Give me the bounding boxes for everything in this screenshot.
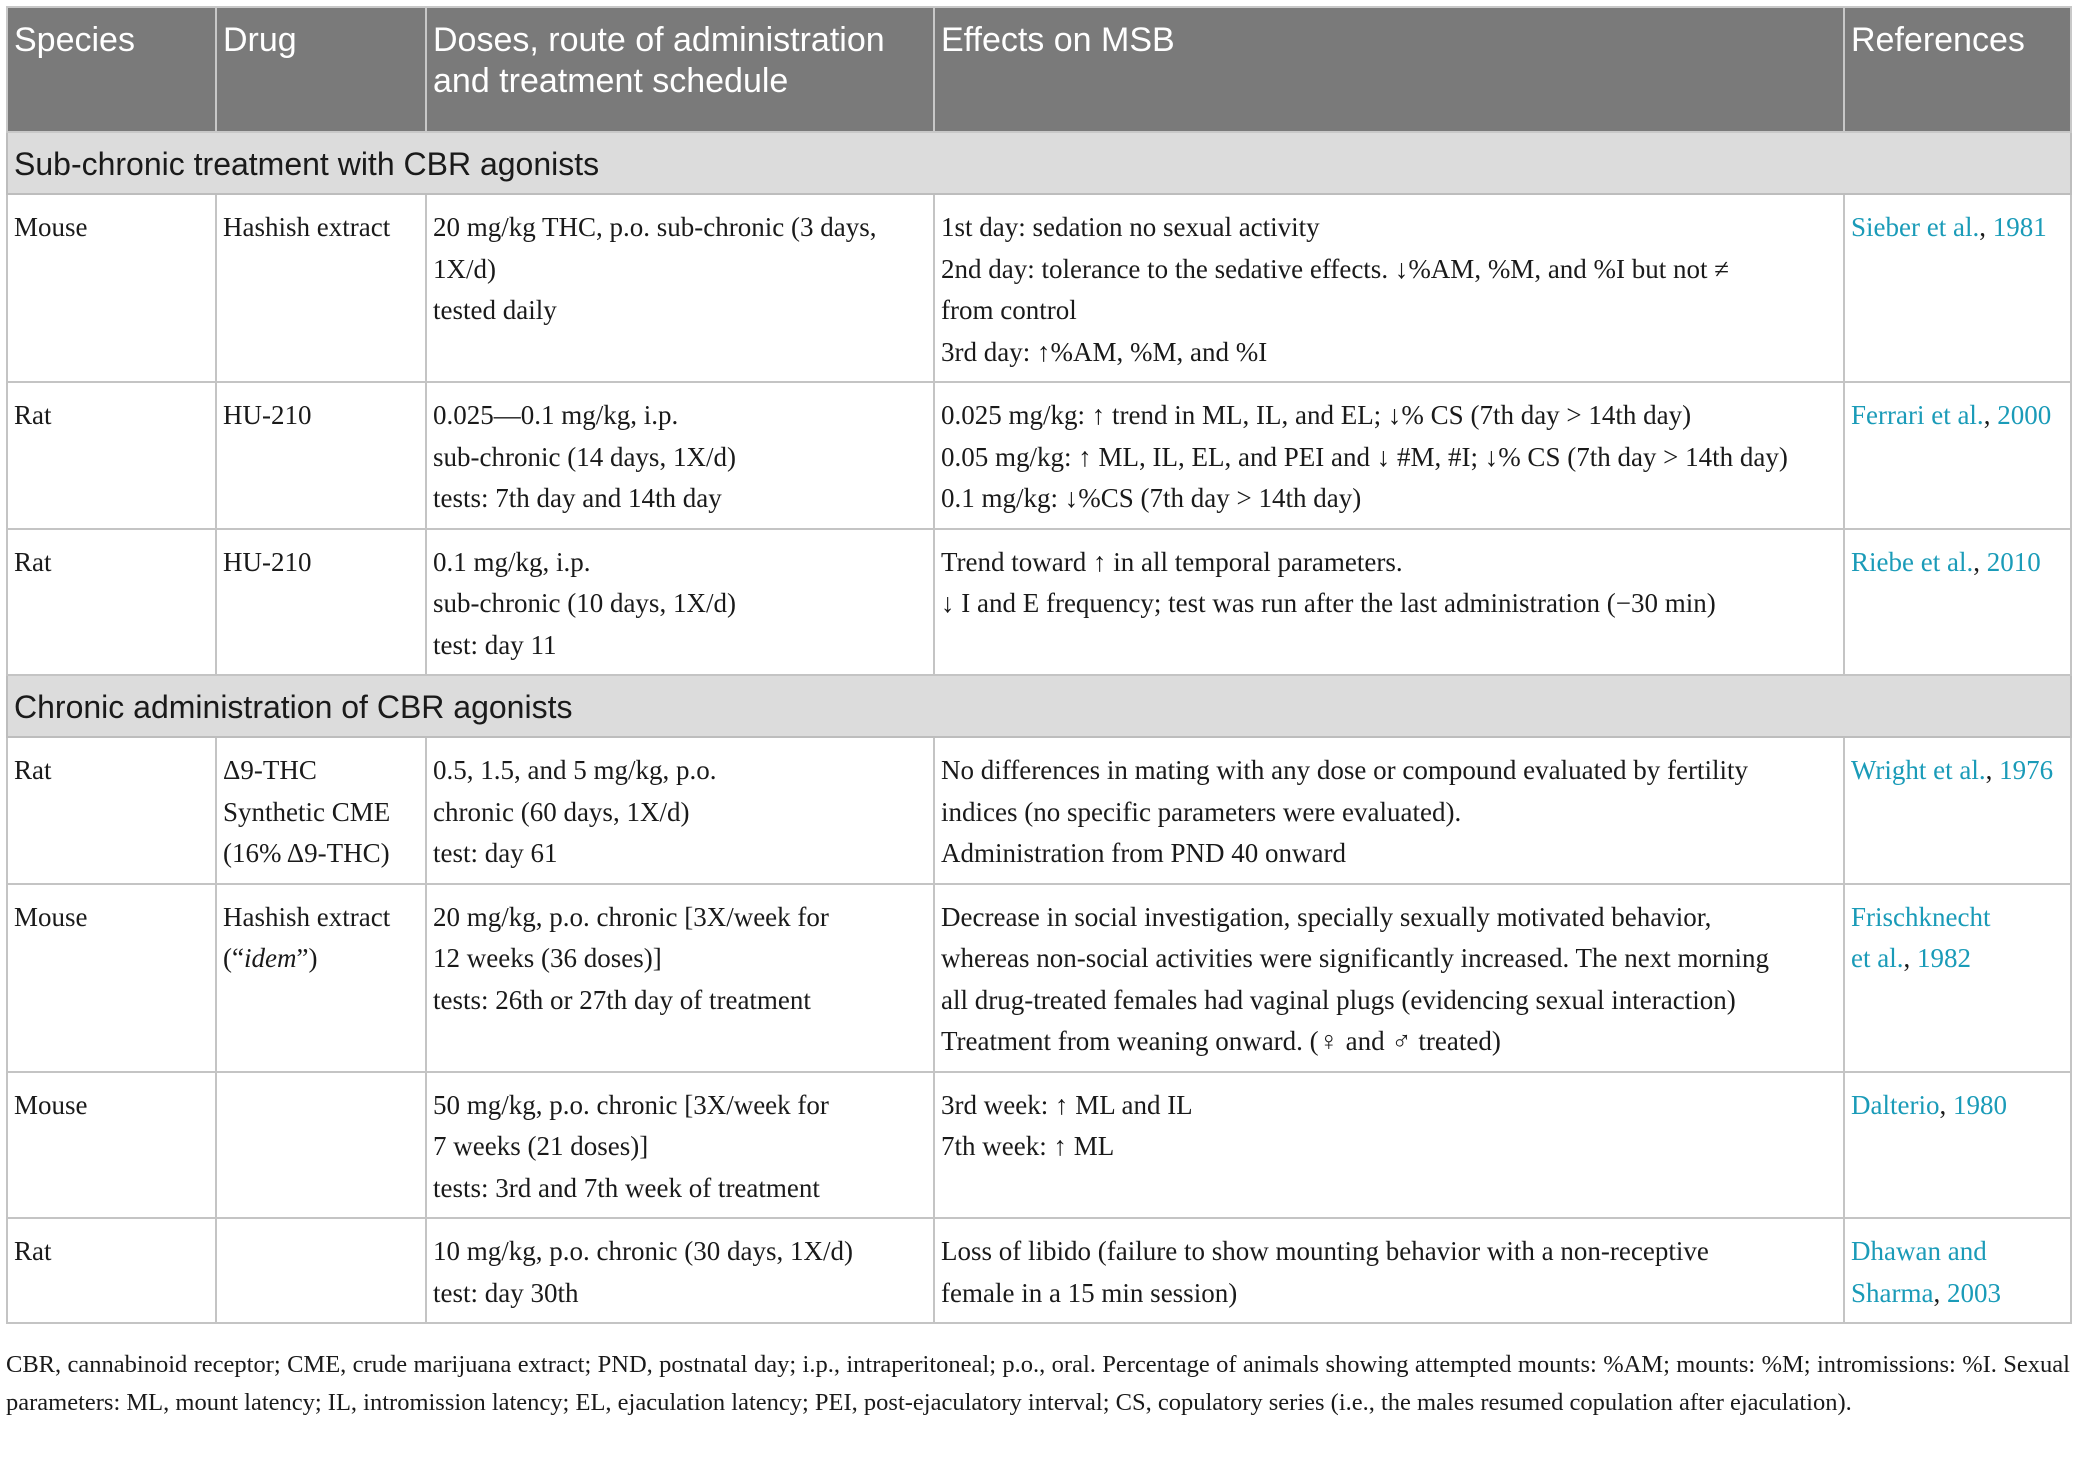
drug-cell: [216, 1072, 426, 1219]
effects-line: 0.1 mg/kg: ↓%CS (7th day > 14th day): [941, 483, 1362, 513]
reference-link[interactable]: Ferrari et al.: [1851, 400, 1984, 430]
species-cell: Mouse: [7, 194, 216, 382]
effects-line: 0.025 mg/kg: ↑ trend in ML, IL, and EL; ↓% CS (7th day > 14th day): [941, 400, 1692, 430]
drug-idem-line: (“idem”): [223, 943, 318, 973]
effects-cell: [934, 529, 1844, 676]
reference-cell: Frischknecht et al., 1982: [1844, 884, 2071, 1072]
table-row: [7, 529, 2071, 676]
drug-line: HU-210: [223, 400, 312, 430]
dose-line: tests: 26th or 27th day of treatment: [433, 984, 811, 1015]
table-row: [7, 194, 2071, 382]
dose-line: 7 weeks (21 doses)]: [433, 1131, 649, 1161]
drug-cell: [216, 884, 426, 1072]
drug-cell: [216, 529, 426, 676]
table-row: [7, 737, 2071, 884]
reference-link[interactable]: Sieber et al.: [1851, 212, 1980, 242]
dose-line: 20 mg/kg, p.o. chronic [3X/week for: [433, 901, 829, 932]
drug-line: Synthetic CME: [223, 796, 391, 827]
species-cell: Mouse: [7, 1072, 216, 1219]
msb-effects-table: [6, 6, 2072, 1324]
effects-cell: [934, 194, 1844, 382]
dose-line: sub-chronic (10 days, 1X/d): [433, 588, 736, 618]
dose-line: test: day 11: [433, 629, 557, 660]
dose-line: 0.5, 1.5, and 5 mg/kg, p.o.: [433, 755, 717, 785]
dose-cell: [426, 737, 934, 884]
effects-cell: [934, 737, 1844, 884]
header-row: [7, 7, 2071, 132]
effects-line: No differences in mating with any dose or compound evaluated by fertility: [941, 755, 1749, 785]
drug-line: Hashish extract: [223, 901, 391, 932]
drug-cell: [216, 1218, 426, 1323]
data-table-container: [6, 6, 2070, 1324]
species-cell: Mouse: [7, 884, 216, 1072]
reference-link[interactable]: Riebe et al.: [1851, 546, 1974, 577]
dose-cell: [426, 529, 934, 676]
table-footnote: CBR, cannabinoid receptor; CME, crude marijuana extract; PND, postnatal day; i.p., intraperitoneal; p.o., oral. Percentage of animals showing attempted mounts: %AM; mounts: %M; intromissions: %I. Sexual parameters: ML, mount latency; IL, intromission latency; EL, ejaculation latency; PEI, post-ejaculatory interval; CS, copulatory series (i.e., the males resumed copulation after ejaculation).: [6, 1351, 2070, 1416]
dose-line: 0.025—0.1 mg/kg, i.p.: [433, 400, 679, 430]
reference-cell: Riebe et al., 2010: [1844, 529, 2071, 676]
dose-cell: [426, 1072, 934, 1219]
effects-line: Loss of libido (failure to show mounting behavior with a non-receptive: [941, 1236, 1709, 1266]
reference-year-link[interactable]: 1981: [1992, 212, 2047, 242]
dose-line: test: day 30th: [433, 1277, 579, 1308]
reference-link[interactable]: Dalterio: [1851, 1089, 1940, 1120]
species-cell: Rat: [7, 529, 216, 676]
dose-cell: [426, 1218, 934, 1323]
effects-line: ↓ I and E frequency; test was run after the last administration (−30 min): [941, 588, 1716, 618]
section-row: [7, 675, 2071, 737]
effects-line: indices (no specific parameters were evaluated).: [941, 796, 1462, 827]
dose-cell: [426, 194, 934, 382]
effects-line: from control: [941, 295, 1077, 325]
reference-cell: Dhawan and Sharma, 2003: [1844, 1218, 2071, 1323]
reference-cell: Wright et al., 1976: [1844, 737, 2071, 884]
dose-line: 10 mg/kg, p.o. chronic (30 days, 1X/d): [433, 1236, 853, 1266]
header-species: Species: [7, 7, 216, 132]
table-row: [7, 1218, 2071, 1323]
table-row: [7, 382, 2071, 529]
effects-line: 0.05 mg/kg: ↑ ML, IL, EL, and PEI and ↓ #M, #I; ↓% CS (7th day > 14th day): [941, 441, 1788, 472]
effects-line: Administration from PND 40 onward: [941, 838, 1346, 868]
header-effects: Effects on MSB: [934, 7, 1844, 132]
dose-line: 50 mg/kg, p.o. chronic [3X/week for: [433, 1089, 829, 1120]
effects-cell: [934, 884, 1844, 1072]
reference-year-link[interactable]: 1982: [1916, 943, 1971, 973]
reference-year-link[interactable]: 1980: [1952, 1089, 2007, 1120]
reference-year-link[interactable]: 2000: [1997, 400, 2052, 430]
dose-line: tests: 3rd and 7th week of treatment: [433, 1172, 820, 1203]
effects-cell: [934, 1072, 1844, 1219]
dose-line: 12 weeks (36 doses)]: [433, 943, 662, 973]
reference-year-link[interactable]: 2003: [1946, 1277, 2001, 1308]
dose-line: 20 mg/kg THC, p.o. sub-chronic (3 days,: [433, 212, 877, 242]
dose-cell: [426, 884, 934, 1072]
drug-cell: [216, 194, 426, 382]
table-row: [7, 884, 2071, 1072]
section-row: [7, 132, 2071, 194]
effects-line: 1st day: sedation no sexual activity: [941, 212, 1320, 242]
drug-line: Hashish extract: [223, 212, 391, 242]
effects-line: Decrease in social investigation, specially sexually motivated behavior,: [941, 901, 1712, 932]
effects-line: female in a 15 min session): [941, 1277, 1238, 1308]
effects-line: 2nd day: tolerance to the sedative effects. ↓%AM, %M, and %I but not ≠: [941, 253, 1730, 284]
section-title: Sub-chronic treatment with CBR agonists: [7, 132, 2071, 194]
reference-cell: Ferrari et al., 2000: [1844, 382, 2071, 529]
effects-line: 7th week: ↑ ML: [941, 1131, 1115, 1161]
reference-year-link[interactable]: 2010: [1986, 546, 2041, 577]
reference-year-link[interactable]: 1976: [1999, 755, 2054, 785]
reference-cell: Dalterio, 1980: [1844, 1072, 2071, 1219]
drug-line: HU-210: [223, 546, 312, 577]
effects-cell: [934, 382, 1844, 529]
drug-idem: idem: [243, 943, 297, 973]
reference-link[interactable]: Wright et al.: [1851, 755, 1986, 785]
header-drug: Drug: [216, 7, 426, 132]
species-cell: Rat: [7, 1218, 216, 1323]
drug-line: (16% Δ9-THC): [223, 838, 390, 868]
dose-cell: [426, 382, 934, 529]
table-row: [7, 1072, 2071, 1219]
reference-link[interactable]: Frischknecht: [1851, 901, 1991, 932]
dose-line: test: day 61: [433, 838, 558, 868]
drug-line: Δ9-THC: [223, 755, 317, 785]
header-references: References: [1844, 7, 2071, 132]
effects-line: 3rd week: ↑ ML and IL: [941, 1089, 1193, 1120]
section-title: Chronic administration of CBR agonists: [7, 675, 2071, 737]
drug-cell: [216, 382, 426, 529]
effects-line: Trend toward ↑ in all temporal parameters.: [941, 546, 1403, 577]
effects-line: all drug-treated females had vaginal plugs (evidencing sexual interaction): [941, 984, 1736, 1015]
dose-line: 1X/d): [433, 253, 496, 284]
reference-link[interactable]: Sharma: [1851, 1277, 1934, 1308]
species-cell: Rat: [7, 382, 216, 529]
dose-line: 0.1 mg/kg, i.p.: [433, 546, 591, 577]
dose-line: tested daily: [433, 295, 557, 325]
drug-cell: [216, 737, 426, 884]
dose-line: sub-chronic (14 days, 1X/d): [433, 441, 736, 472]
effects-line: whereas non-social activities were significantly increased. The next morning: [941, 943, 1769, 973]
effects-line: 3rd day: ↑%AM, %M, and %I: [941, 336, 1268, 367]
reference-link[interactable]: Dhawan and: [1851, 1236, 1987, 1266]
reference-cell: Sieber et al., 1981: [1844, 194, 2071, 382]
species-cell: Rat: [7, 737, 216, 884]
header-dose: Doses, route of administration and treatment schedule: [426, 7, 934, 132]
effects-line: Treatment from weaning onward. (♀ and ♂ treated): [941, 1026, 1501, 1056]
dose-line: chronic (60 days, 1X/d): [433, 796, 690, 827]
dose-line: tests: 7th day and 14th day: [433, 483, 722, 513]
reference-link[interactable]: et al.: [1851, 943, 1904, 973]
effects-cell: [934, 1218, 1844, 1323]
